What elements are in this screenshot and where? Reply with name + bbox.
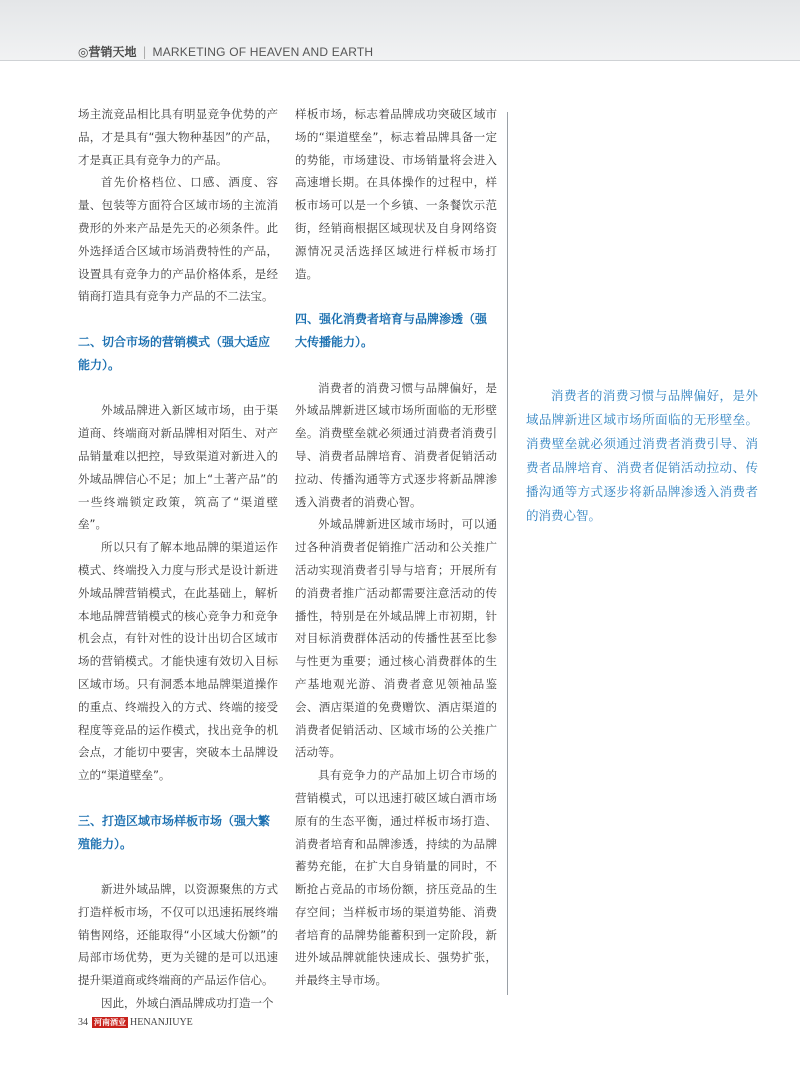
- section-title-cn: ◎营销天地: [78, 45, 137, 59]
- paragraph: 外域品牌进入新区域市场，由于渠道商、终端商对新品牌相对陌生、对产品销量难以把控，导致渠道对新进入的外域品牌信心不足；加上“土著产品”的一些终端锁定政策，筑高了“渠道壁垒”。: [78, 403, 278, 532]
- page-header: [0, 0, 800, 61]
- paragraph: 因此，外域白酒品牌成功打造一个: [101, 996, 274, 1011]
- section-brand: [78, 43, 373, 60]
- section-heading-4: 四、强化消费者培育与品牌渗透（强大传播能力）。: [295, 312, 488, 349]
- paragraph: 新进外域品牌，以资源聚焦的方式打造样板市场，不仅可以迅速拓展终端销售网络，还能取得“小区域大份额”的局部市场优势，更为关键的是可以迅速提升渠道商或终端商的产品运作信心。: [78, 882, 278, 988]
- pull-quote-text: 消费者的消费习惯与品牌偏好，是外域品牌新进区域市场所面临的无形壁垒。消费壁垒就必须通过消费者消费引导、消费者品牌培育、消费者促销活动拉动、传播沟通等方式逐步将新品牌渗透入消费者的消费心智。: [526, 388, 758, 523]
- paragraph: 消费者的消费习惯与品牌偏好，是外域品牌新进区域市场所面临的无形壁垒。消费壁垒就必须通过消费者消费引导、消费者品牌培育、消费者促销活动拉动、传播沟通等方式逐步将新品牌渗透入消费者的消费心智。: [295, 380, 497, 509]
- section-title-en: MARKETING OF HEAVEN AND EARTH: [152, 45, 374, 59]
- paragraph: 所以只有了解本地品牌的渠道运作模式、终端投入力度与形式是设计新进外域品牌营销模式，在此基础上，解析本地品牌营销模式的核心竞争力和竞争机会点，有针对性的设计出切合区域市场的营销模式。才能快速有效切入目标区域市场。只有洞悉本地品牌渠道操作的重点、终端投入的方式、终端的接受程度等竞品的运作模式，找出竞争的机会点，才能切中要害，突破本土品牌设立的“渠道壁垒”。: [78, 540, 278, 783]
- magazine-logo: 河南酒业: [94, 1018, 126, 1027]
- page-number: 34: [78, 1017, 88, 1028]
- title-separator: |: [142, 45, 147, 59]
- column-divider: [507, 112, 508, 995]
- paragraph: 样板市场，标志着品牌成功突破区域市场的“渠道壁垒”，标志着品牌具备一定的势能，市场建设、市场销量将会进入高速增长期。在具体操作的过程中，样板市场可以是一个乡镇、一条餐饮示范街，经销商根据区域现状及自身网络资源情况灵活选择区域进行样板市场打造。: [295, 107, 497, 281]
- pull-quote: [526, 384, 758, 528]
- paragraph: 首先价格档位、口感、酒度、容量、包装等方面符合区域市场的主流消费形的外来产品是先天的必须条件。此外选择适合区域市场消费特性的产品，设置具有竞争力的产品价格体系，是经销商打造具有竞争力产品的不二法宝。: [78, 175, 278, 304]
- section-heading-3: 三、打造区域市场样板市场（强大繁殖能力）。: [78, 813, 271, 851]
- section-heading-2: 二、切合市场的营销模式（强大适应能力）。: [78, 334, 271, 372]
- paragraph: 外域品牌新进区域市场时，可以通过各种消费者促销推广活动和公关推广活动实现消费者引导与培育；开展所有的消费者推广活动都需要注意活动的传播性，特别是在外域品牌上市初期，针对目标消费群体活动的传播性甚至比参与性更为重要；通过核心消费群体的生产基地观光游、消费者意见领袖品鉴会、酒店渠道的免费赠饮、酒店渠道的消费者促销活动、区域市场的公关推广活动等。: [295, 517, 497, 760]
- paragraph: 场主流竞品相比具有明显竞争优势的产品，才是具有“强大物种基因”的产品，才是真正具有竞争力的产品。: [78, 107, 278, 167]
- page-footer: [78, 1017, 193, 1028]
- paragraph: 具有竞争力的产品加上切合市场的营销模式，可以迅速打破区域白酒市场原有的生态平衡，通过样板市场打造、消费者培育和品牌渗透，持续的为品牌蓄势充能，在扩大自身销量的同时，不断抢占竞品的市场份额，挤压竞品的生存空间；当样板市场的渠道势能、消费者培育的品牌势能蓄积到一定阶段，新进外域品牌就能快速成长、强势扩张，并最终主导市场。: [295, 768, 497, 988]
- magazine-name-en: HENANJIUYE: [130, 1017, 193, 1028]
- text-column-left: [78, 103, 278, 1015]
- text-column-middle: [295, 103, 497, 992]
